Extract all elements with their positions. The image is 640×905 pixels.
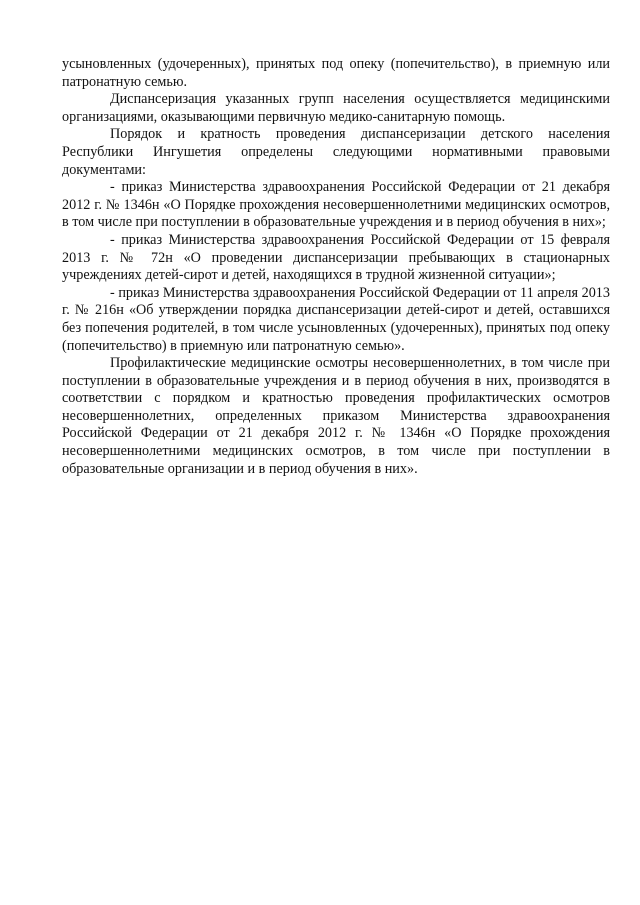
document-page — [62, 56, 610, 478]
list-item-order-216n: - приказ Министерства здравоохранения Российской Федерации от 11 апреля 2013 г. № 216н «Об утверждении порядка диспансеризации детей-сирот и детей, оставшихся без попечения родителей, в том числе усыновленных (удочеренных), принятых под опеку (попечительство) в приемную или патронатную семью». — [62, 284, 610, 354]
paragraph-continuation: усыновленных (удочеренных), принятых под опеку (попечительство), в приемную или патронатную семью. — [62, 56, 610, 90]
paragraph-dispensarization: Диспансеризация указанных групп населения осуществляется медицинскими организациями, оказывающими первичную медико-санитарную помощь. — [62, 91, 610, 125]
paragraph-procedure: Порядок и кратность проведения диспансеризации детского населения Республики Ингушетия определены следующими нормативными правовыми документами: — [62, 126, 610, 178]
list-item-order-72n: - приказ Министерства здравоохранения Российской Федерации от 15 февраля 2013 г. № 72н «О проведении диспансеризации пребывающих в стационарных учреждениях детей-сирот и детей, находящихся в трудной жизненной ситуации»; — [62, 231, 610, 284]
list-item-order-1346n: - приказ Министерства здравоохранения Российской Федерации от 21 декабря 2012 г. № 1346н «О Порядке прохождения несовершеннолетними медицинских осмотров, в том числе при поступлении в образовательные учреждения и в период обучения в них»; — [62, 179, 610, 231]
paragraph-preventive-exams: Профилактические медицинские осмотры несовершеннолетних, в том числе при поступлении в образовательные учреждения и в период обучения в них, производятся в соответствии с порядком и кратностью проведения профилактических осмотров несовершеннолетних, определенных приказом Министерства здравоохранения Российской Федерации от 21 декабря 2012 г. № 1346н «О Порядке прохождения несовершеннолетними медицинских осмотров, в том числе при поступлении в образовательные организации и в период обучения в них». — [62, 355, 610, 477]
